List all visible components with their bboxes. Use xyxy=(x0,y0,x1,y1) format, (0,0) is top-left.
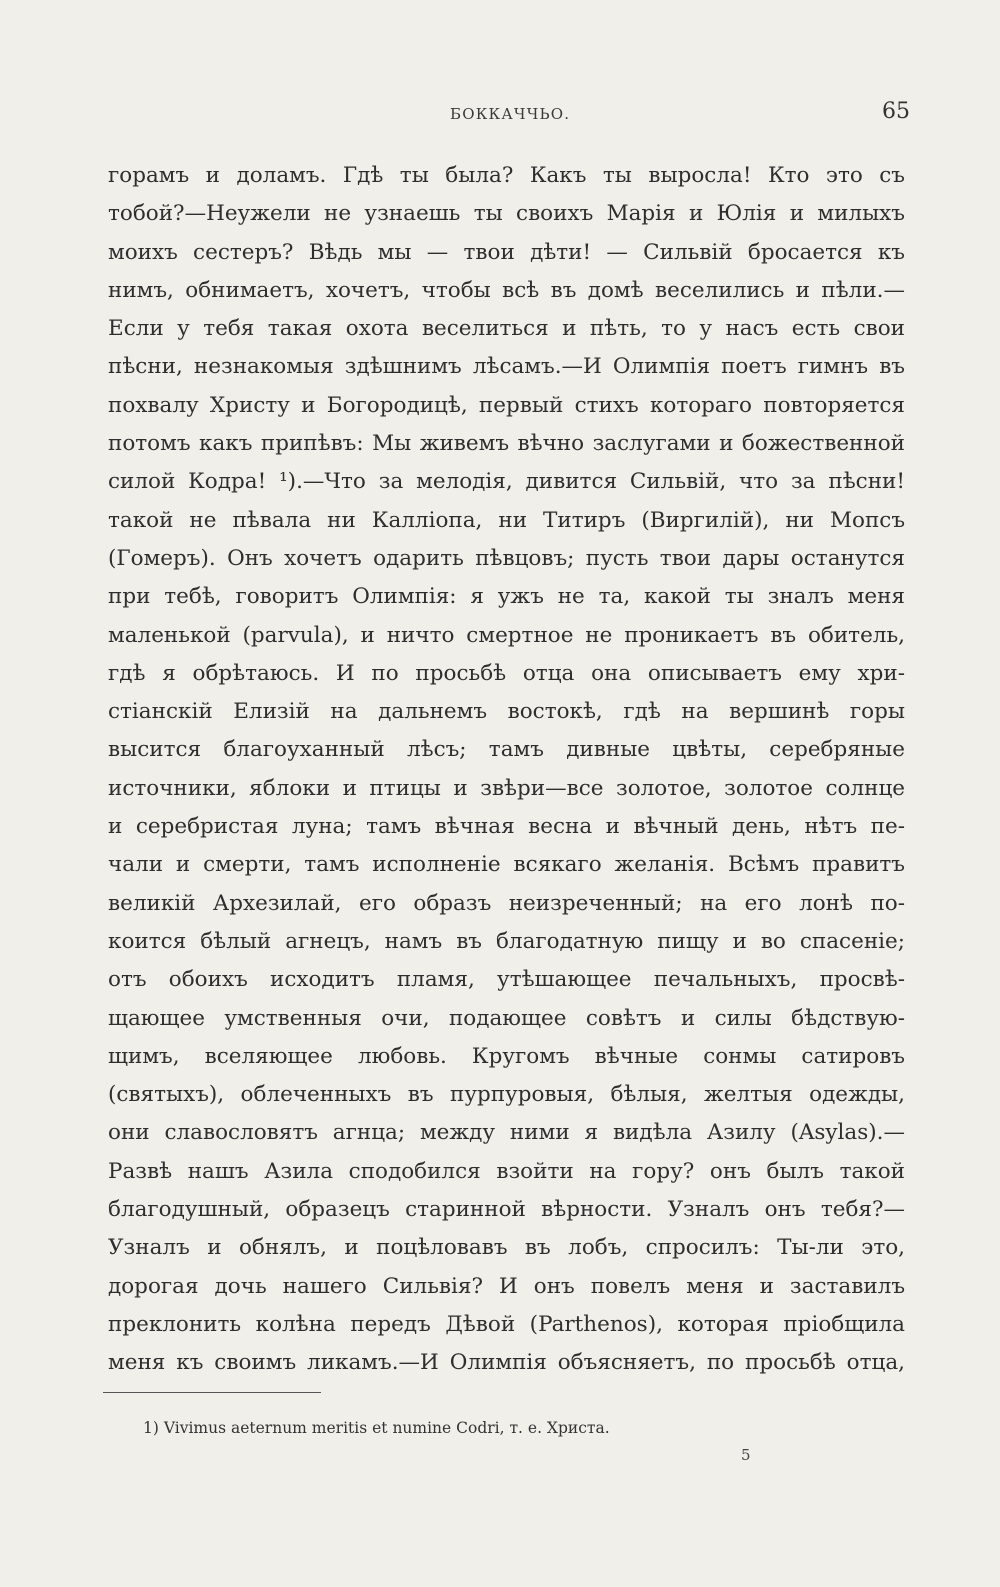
text-line: щающее умственныя очи, подающее совѣтъ и силы бѣдствую- xyxy=(108,1005,905,1031)
running-head xyxy=(110,99,910,129)
text-line: меня къ своимъ ликамъ.—И Олимпія объясняетъ, по просьбѣ отца, xyxy=(108,1350,905,1376)
text-line: похвалу Христу и Богородицѣ, первый стихъ котораго повторяется xyxy=(108,392,905,418)
text-line: и серебристая луна; тамъ вѣчная весна и вѣчный день, нѣтъ пе- xyxy=(108,814,905,840)
text-line: дорогая дочь нашего Сильвія? И онъ повелъ меня и заставилъ xyxy=(108,1273,905,1299)
text-line: потомъ какъ припѣвъ: Мы живемъ вѣчно заслугами и божественной xyxy=(108,431,905,457)
page-number: 65 xyxy=(882,99,910,124)
text-line: горамъ и доламъ. Гдѣ ты была? Какъ ты выросла! Кто это съ xyxy=(108,163,905,188)
text-line: такой не пѣвала ни Каллiопа, ни Титиръ (Виргилій), ни Мопсъ xyxy=(108,507,905,533)
text-line: преклонить колѣна передъ Дѣвой (Parthenos), которая пріобщила xyxy=(108,1311,905,1337)
running-head-title: БОККАЧЧЬО. xyxy=(450,105,571,123)
text-line: нимъ, обнимаетъ, хочетъ, чтобы всѣ въ домѣ веселились и пѣли.— xyxy=(108,277,905,303)
text-line: пѣсни, незнакомыя здѣшнимъ лѣсамъ.—И Олимпія поетъ гимнъ въ xyxy=(108,354,905,380)
text-line: тобой?—Неужели не узнаешь ты своихъ Марія и Юлія и милыхъ xyxy=(108,201,905,227)
text-line: великій Архезилай, его образъ неизреченный; на его лонѣ по- xyxy=(108,890,905,916)
text-line: при тебѣ, говоритъ Олимпія: я ужъ не та, какой ты зналъ меня xyxy=(108,584,905,610)
text-line: чали и смерти, тамъ исполненіе всякаго желанія. Всѣмъ правитъ xyxy=(108,852,905,878)
text-line: они славословятъ агнца; между ними я видѣла Азилу (Asylas).— xyxy=(108,1120,905,1146)
text-line: (святыхъ), облеченныхъ въ пурпуровыя, бѣлыя, желтыя одежды, xyxy=(108,1082,905,1108)
footnote-divider xyxy=(103,1392,321,1393)
text-line: источники, яблоки и птицы и звѣри—все золотое, золотое солнце xyxy=(108,775,905,801)
text-line: щимъ, вселяющее любовь. Кругомъ вѣчные сонмы сатировъ xyxy=(108,1043,905,1069)
text-line: моихъ сестеръ? Вѣдь мы — твои дѣти! — Сильвій бросается къ xyxy=(108,239,905,265)
text-line: отъ обоихъ исходитъ пламя, утѣшающее печальныхъ, просвѣ- xyxy=(108,967,905,993)
footnote: 1) Vivimus aeternum meritis et numine Codri, т. е. Христа. xyxy=(143,1419,610,1437)
text-line: Узналъ и обнялъ, и поцѣловавъ въ лобъ, спросилъ: Ты-ли это, xyxy=(108,1235,905,1261)
text-line: Развѣ нашъ Азила сподобился взойти на гору? онъ былъ такой xyxy=(108,1158,905,1184)
text-line: гдѣ я обрѣтаюсь. И по просьбѣ отца она описываетъ ему хри- xyxy=(108,660,905,686)
text-line: высится благоуханный лѣсъ; тамъ дивные цвѣты, серебряные xyxy=(108,737,905,763)
text-line: силой Кодра! ¹).—Что за мелодія, дивится Сильвій, что за пѣсни! xyxy=(108,469,905,495)
text-line: маленькой (parvula), и ничто смертное не проникаетъ въ обитель, xyxy=(108,622,905,648)
text-line: (Гомеръ). Онъ хочетъ одарить пѣвцовъ; пусть твои дары останутся xyxy=(108,545,905,571)
text-line: Если у тебя такая охота веселиться и пѣть, то у насъ есть свои xyxy=(108,316,905,342)
text-line: благодушный, образецъ старинной вѣрности. Узналъ онъ тебя?— xyxy=(108,1197,905,1223)
text-line: стіанскій Елизій на дальнемъ востокѣ, гдѣ на вершинѣ горы xyxy=(108,699,905,725)
signature-mark: 5 xyxy=(741,1446,751,1464)
body-text xyxy=(108,157,905,1383)
text-line: коится бѣлый агнецъ, намъ въ благодатную пищу и во спасеніе; xyxy=(108,928,905,954)
